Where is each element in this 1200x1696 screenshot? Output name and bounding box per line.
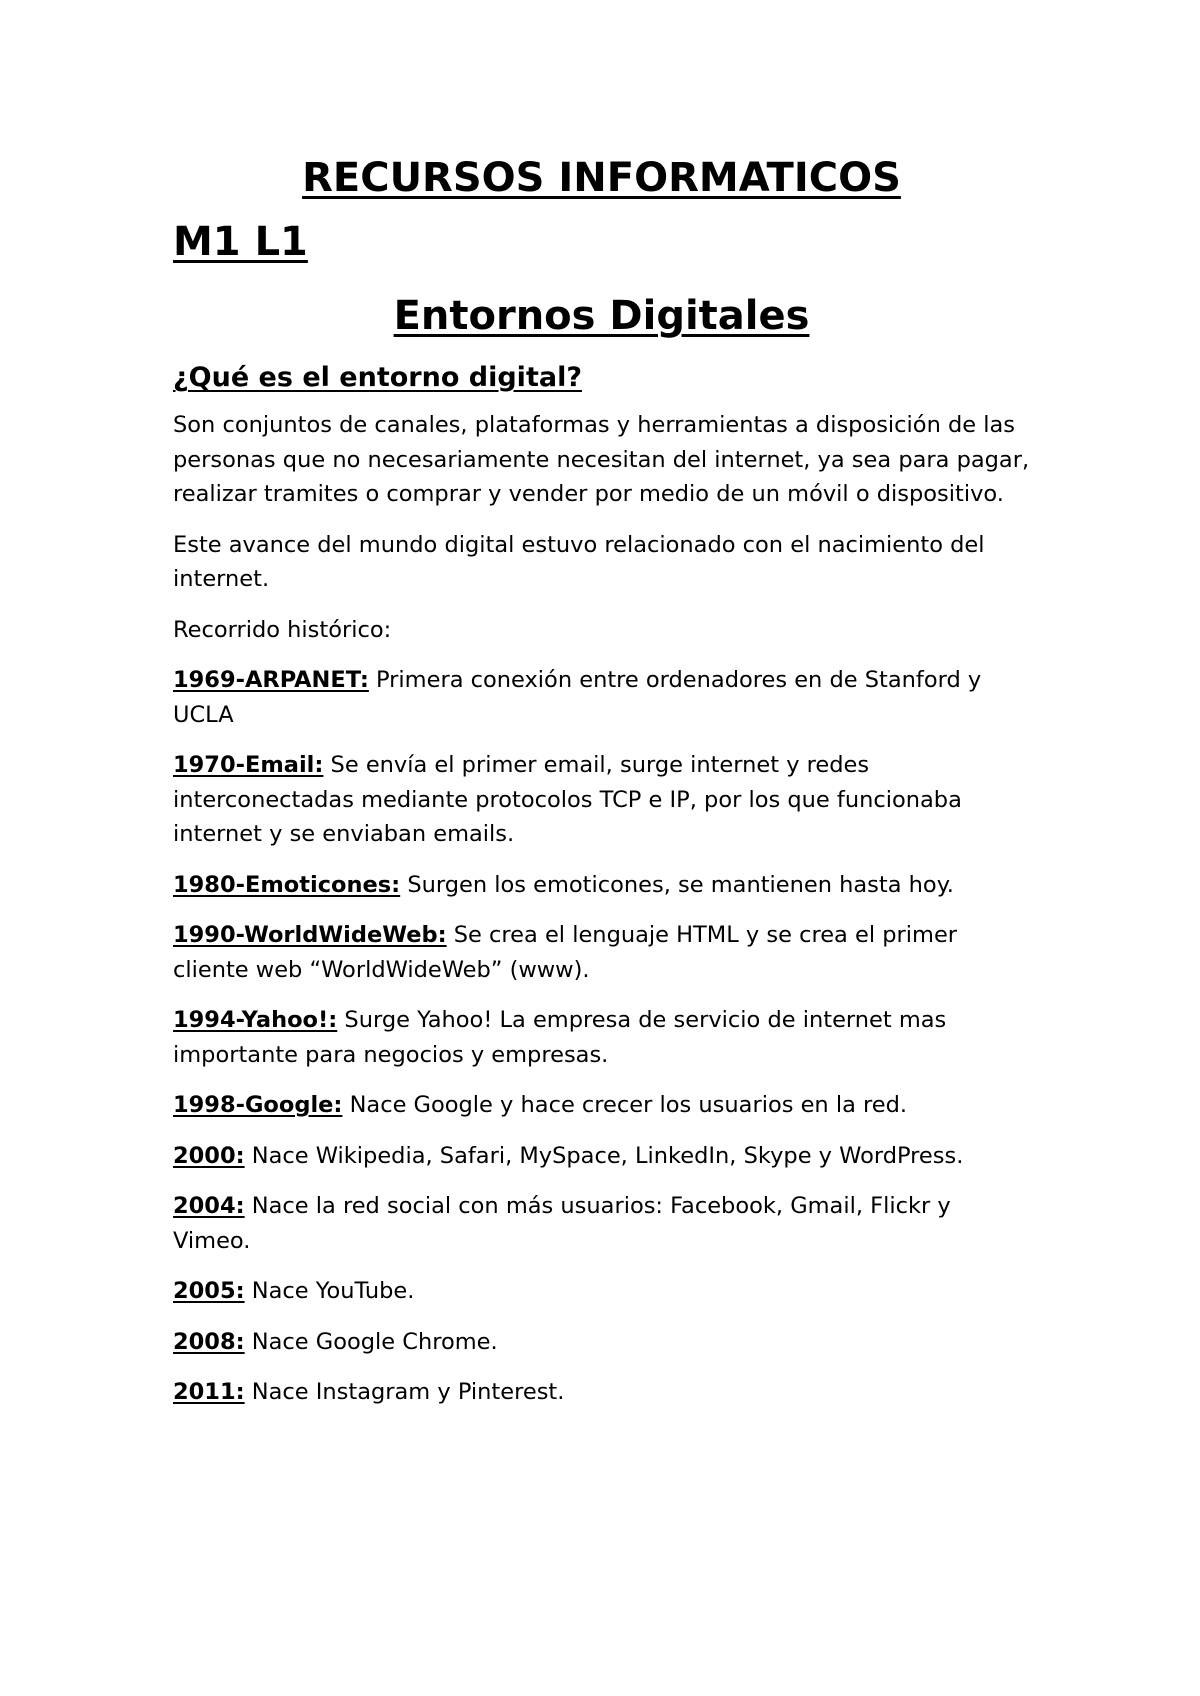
timeline-entry-text: Primera conexión entre ordenadores en de Stanford y UCLA [173,667,982,728]
document-title: RECURSOS INFORMATICOS [302,155,901,201]
timeline-entry-year: 1969-ARPANET: [173,667,369,693]
timeline-entry [173,1325,1030,1360]
timeline-entry [173,748,1030,852]
timeline-entry-year: 1994-Yahoo!: [173,1007,338,1033]
timeline-entry-text: Nace Wikipedia, Safari, MySpace, LinkedIn, Skype y WordPress. [244,1142,964,1169]
timeline-entry-year: 1990-WorldWideWeb: [173,922,447,948]
definition-paragraph: Son conjuntos de canales, plataformas y herramientas a disposición de las personas que no necesariamente necesitan del internet, ya sea para pagar, realizar tramites o comprar y vender por medio de un móvil o dispositivo. [173,412,1030,507]
section-question: ¿Qué es el entorno digital? [173,362,582,393]
timeline-entry-text: Nace Instagram y Pinterest. [244,1379,565,1405]
timeline-entry-text: Surge Yahoo! La empresa de servicio de internet mas importante para negocios y empresas. [173,1007,947,1068]
timeline-entry [173,1189,1030,1258]
timeline-entry-text: Nace Google Chrome. [244,1328,498,1355]
timeline-list [173,663,1030,1410]
timeline-entry-year: 1970-Email: [173,752,324,778]
timeline-entry-year: 2011: [173,1379,245,1405]
timeline-entry-year: 2004: [173,1193,245,1219]
timeline-entry-text: Se crea el lenguaje HTML y se crea el primer cliente web “WorldWideWeb” (www). [173,922,958,983]
timeline-entry-year: 2000: [173,1142,245,1169]
timeline-entry-year: 1980-Emoticones: [173,871,401,898]
timeline-entry-text: Surgen los emoticones, se mantienen hasta hoy. [400,871,954,898]
timeline-entry-year: 1998-Google: [173,1092,343,1118]
timeline-entry [173,1003,1030,1072]
timeline-entry [173,868,1030,903]
timeline-entry-text: Se envía el primer email, surge internet y redes interconectadas mediante protocolos TCP e IP, por los que funcionaba internet y se enviaban emails. [173,752,962,847]
timeline-entry-text: Nace YouTube. [244,1278,415,1304]
timeline-entry [173,918,1030,987]
topic-title: Entornos Digitales [393,293,810,339]
timeline-entry [173,1375,1030,1410]
timeline-entry-text: Nace la red social con más usuarios: Facebook, Gmail, Flickr y Vimeo. [173,1193,951,1254]
timeline-entry-year: 2008: [173,1328,245,1355]
timeline-entry [173,1088,1030,1123]
context-paragraph: Este avance del mundo digital estuvo relacionado con el nacimiento del internet. [173,531,985,592]
timeline-entry [173,1139,1030,1174]
timeline-entry-text: Nace Google y hace crecer los usuarios en la red. [342,1092,908,1118]
timeline-entry [173,1274,1030,1309]
timeline-heading: Recorrido histórico: [173,616,392,643]
timeline-entry [173,663,1030,732]
module-label: M1 L1 [173,219,308,265]
timeline-entry-year: 2005: [173,1278,245,1304]
